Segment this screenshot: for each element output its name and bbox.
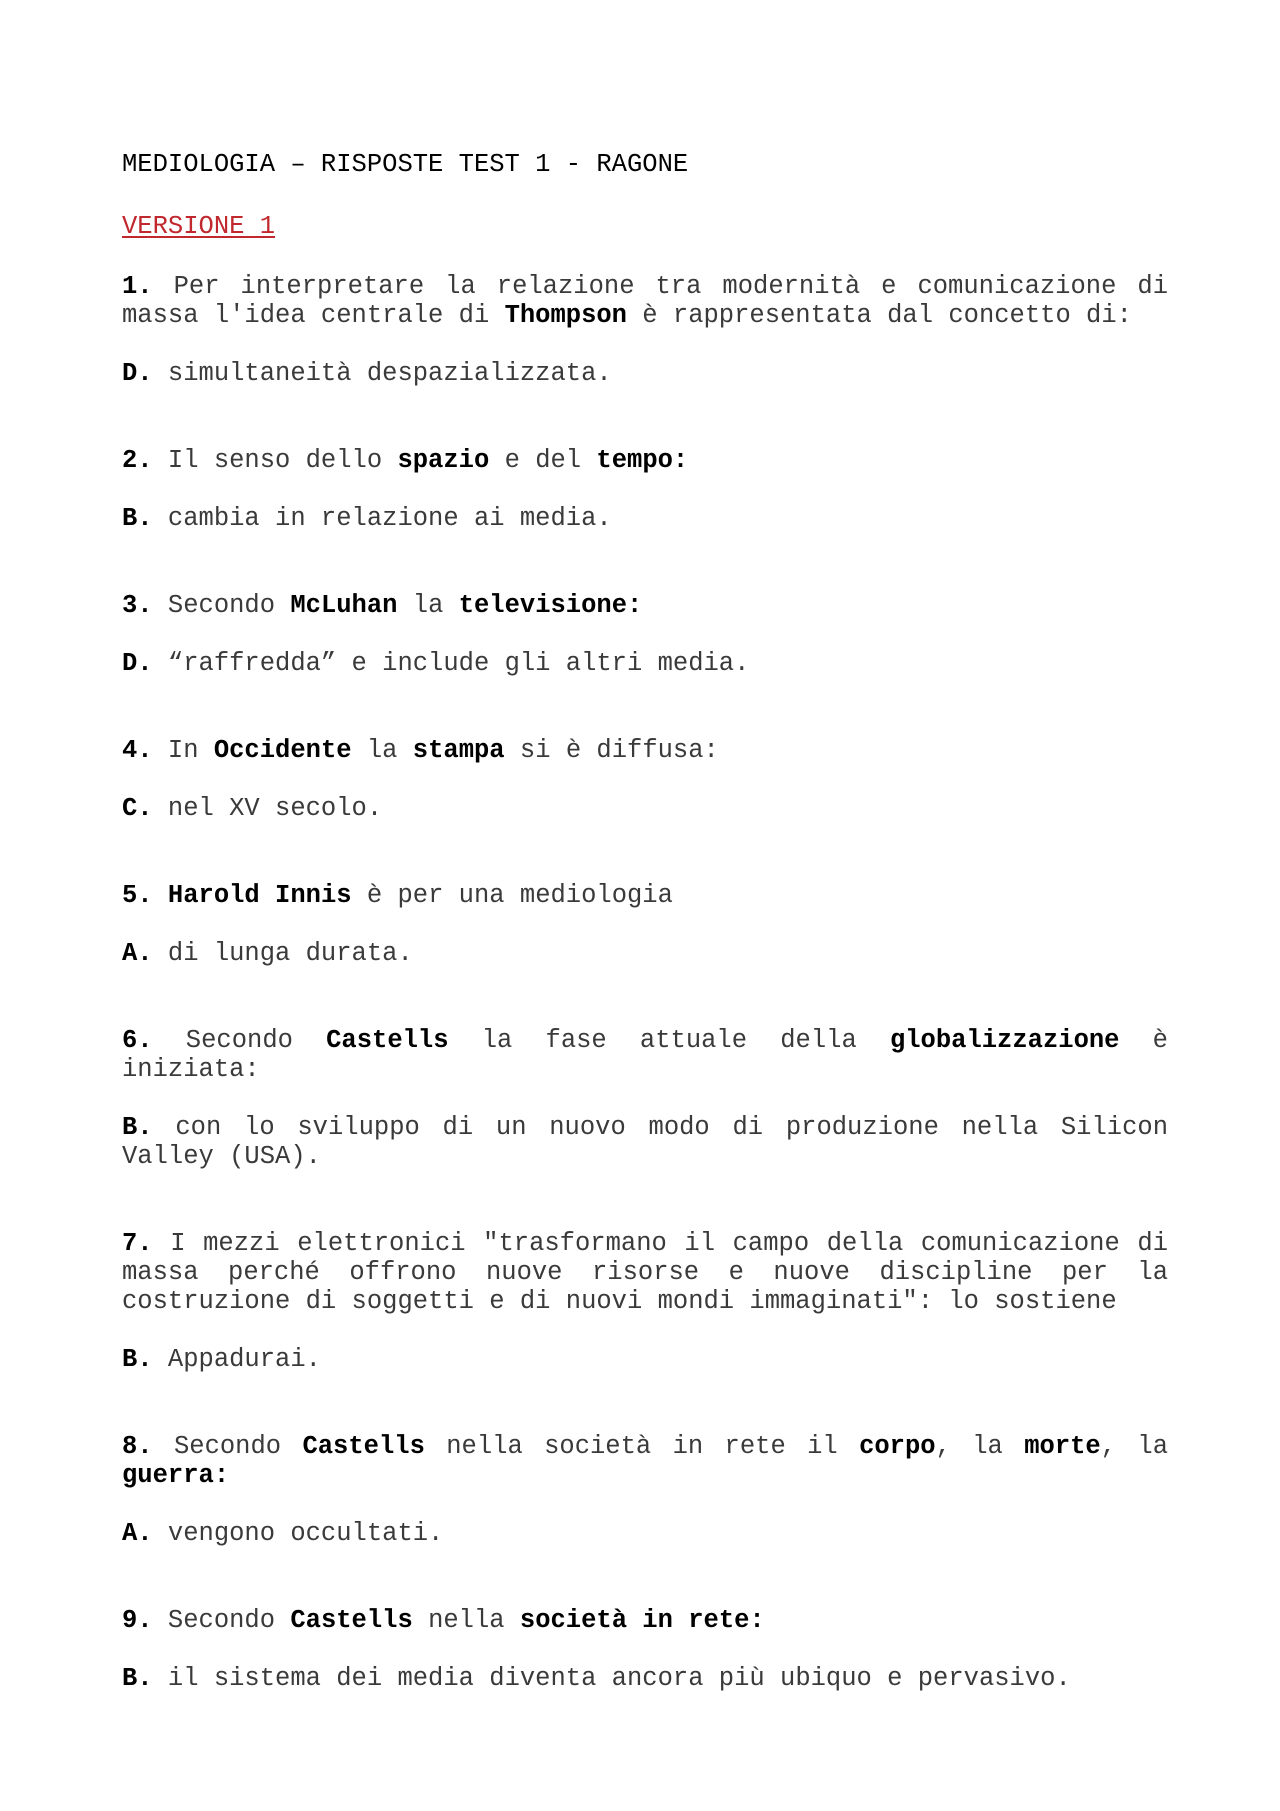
question-fragment (153, 881, 168, 910)
question-text (122, 881, 1168, 910)
answer-letter: A. (122, 1519, 153, 1548)
question-fragment: la (351, 736, 413, 765)
question-text (122, 1606, 1168, 1635)
answer-text (122, 939, 1168, 968)
question-block (122, 881, 1168, 968)
question-number: 4. (122, 736, 153, 765)
question-keyword: Castells (302, 1432, 425, 1461)
answer-content: Appadurai. (152, 1345, 321, 1374)
question-text (122, 591, 1168, 620)
question-fragment: è rappresentata dal concetto di: (626, 301, 1132, 330)
question-keyword: società in rete: (519, 1606, 765, 1635)
question-keyword: Castells (290, 1606, 413, 1635)
question-keyword: guerra: (122, 1461, 230, 1490)
question-fragment: Il senso dello (152, 446, 398, 475)
question-fragment: nella (412, 1606, 520, 1635)
question-number: 3. (122, 591, 153, 620)
question-fragment: è iniziata: (122, 1026, 1168, 1084)
answer-text (122, 1664, 1168, 1693)
answer-content: “raffredda” e include gli altri media. (152, 649, 750, 678)
question-fragment: nella società in rete il (424, 1432, 860, 1461)
answer-content: il sistema dei media diventa ancora più ubiquo e pervasivo. (152, 1664, 1071, 1693)
question-keyword: spazio (397, 446, 490, 475)
question-keyword: Occidente (213, 736, 352, 765)
question-keyword: Castells (326, 1026, 449, 1055)
answer-text (122, 504, 1168, 533)
question-fragment: Secondo (152, 1432, 303, 1461)
question-fragment: Secondo (152, 1606, 291, 1635)
answer-text (122, 1345, 1168, 1374)
question-text (122, 272, 1168, 330)
question-text (122, 446, 1168, 475)
question-number: 5. (122, 881, 153, 910)
question-keyword: corpo (859, 1432, 936, 1461)
question-number: 2. (122, 446, 153, 475)
question-keyword: McLuhan (290, 591, 398, 620)
document-page (122, 150, 1168, 1693)
question-fragment: , la (1100, 1432, 1168, 1461)
answer-letter: D. (122, 359, 153, 388)
answer-text (122, 1519, 1168, 1548)
answer-content: simultaneità despazializzata. (152, 359, 612, 388)
answer-text (122, 794, 1168, 823)
document-title: MEDIOLOGIA – RISPOSTE TEST 1 - RAGONE (122, 150, 689, 179)
answer-content: con lo sviluppo di un nuovo modo di produzione nella Silicon Valley (USA). (122, 1113, 1168, 1171)
answer-content: vengono occultati. (152, 1519, 444, 1548)
question-text (122, 736, 1168, 765)
answer-content: nel XV secolo. (152, 794, 383, 823)
question-fragment: la (397, 591, 459, 620)
question-keyword: televisione: (458, 591, 643, 620)
answer-letter: B. (122, 504, 153, 533)
answer-letter: B. (122, 1345, 153, 1374)
question-block (122, 1229, 1168, 1374)
question-fragment: si è diffusa: (504, 736, 719, 765)
question-block (122, 1026, 1168, 1171)
question-keyword: tempo: (596, 446, 689, 475)
question-number: 1. (122, 272, 153, 301)
answer-letter: A. (122, 939, 153, 968)
answer-text (122, 359, 1168, 388)
question-keyword: Thompson (504, 301, 627, 330)
question-fragment: e del (489, 446, 597, 475)
question-text (122, 1229, 1168, 1316)
question-number: 8. (122, 1432, 153, 1461)
question-keyword: morte (1024, 1432, 1101, 1461)
question-block (122, 1432, 1168, 1548)
question-text (122, 1026, 1168, 1084)
question-number: 9. (122, 1606, 153, 1635)
question-text (122, 1432, 1168, 1490)
question-block (122, 736, 1168, 823)
answer-content: di lunga durata. (152, 939, 413, 968)
question-keyword: Harold Innis (167, 881, 352, 910)
answer-content: cambia in relazione ai media. (152, 504, 612, 533)
answer-letter: C. (122, 794, 153, 823)
question-block (122, 446, 1168, 533)
question-fragment: è per una mediologia (351, 881, 673, 910)
question-block (122, 1606, 1168, 1693)
answer-text (122, 649, 1168, 678)
answer-letter: B. (122, 1113, 153, 1142)
question-fragment: la fase attuale della (448, 1026, 890, 1055)
question-fragment: Secondo (152, 591, 291, 620)
question-number: 7. (122, 1229, 153, 1258)
answer-text (122, 1113, 1168, 1171)
answer-letter: D. (122, 649, 153, 678)
question-block (122, 591, 1168, 678)
question-fragment: Secondo (152, 1026, 327, 1055)
question-fragment: Per interpretare la relazione tra modernità e comunicazione di massa l'idea centrale di (122, 272, 1168, 330)
question-keyword: globalizzazione (889, 1026, 1120, 1055)
question-fragment: I mezzi elettronici "trasformano il campo della comunicazione di massa perché offrono nuove risorse e nuove discipline per la costruzione di soggetti e di nuovi mondi immaginati": lo sostiene (122, 1229, 1168, 1316)
question-number: 6. (122, 1026, 153, 1055)
question-list (122, 272, 1168, 1693)
question-block (122, 272, 1168, 388)
question-keyword: stampa (412, 736, 505, 765)
answer-letter: B. (122, 1664, 153, 1693)
question-fragment: In (152, 736, 214, 765)
question-fragment: , la (935, 1432, 1025, 1461)
version-label: VERSIONE 1 (122, 212, 276, 241)
